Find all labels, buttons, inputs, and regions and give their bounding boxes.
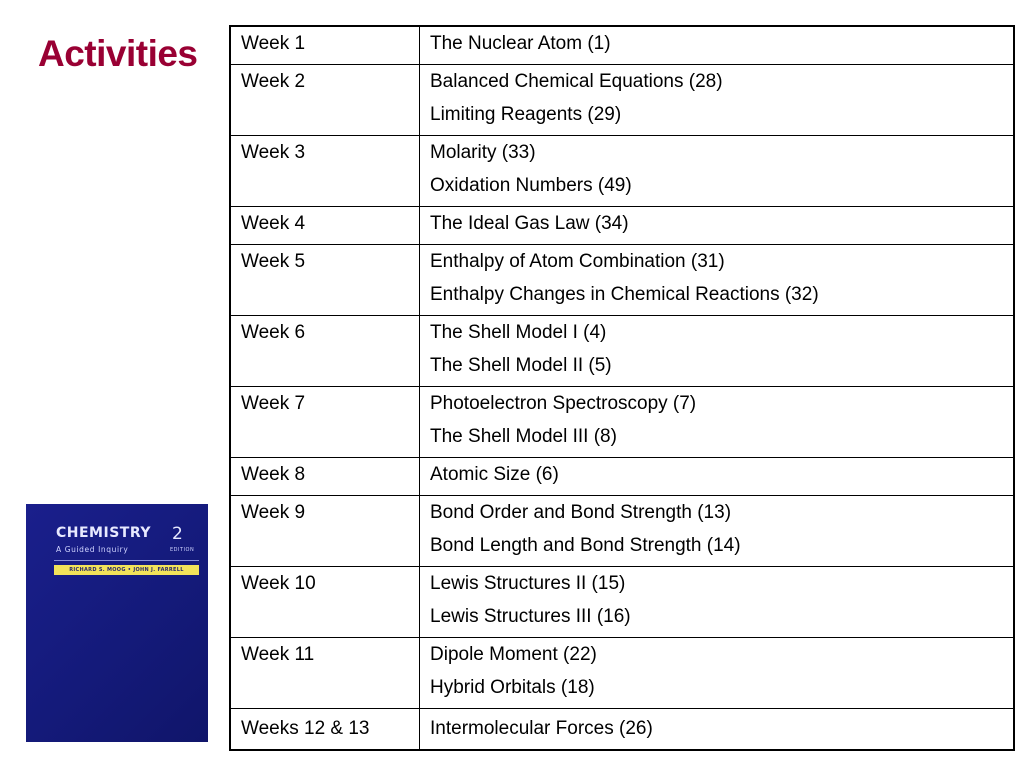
activity-item: Photoelectron Spectroscopy (7) (430, 393, 697, 414)
activity-cell (420, 458, 1015, 496)
week-cell (230, 245, 420, 316)
activity-item: Lewis Structures III (16) (430, 606, 631, 627)
table-row (230, 567, 1014, 638)
activity-item: The Shell Model II (5) (430, 355, 612, 376)
activity-cell (420, 207, 1015, 245)
book-divider (54, 560, 199, 561)
activities-schedule-table (229, 25, 1015, 751)
activity-item: Limiting Reagents (29) (430, 104, 622, 125)
activity-cell (420, 496, 1015, 567)
week-label: Week 10 (241, 573, 316, 594)
activity-cell (420, 245, 1015, 316)
activity-item: Balanced Chemical Equations (28) (430, 71, 723, 92)
activity-item: Dipole Moment (22) (430, 644, 597, 665)
week-label: Weeks 12 & 13 (241, 718, 370, 739)
book-authors-band: RICHARD S. MOOG • JOHN J. FARRELL (54, 565, 199, 575)
week-cell (230, 496, 420, 567)
activity-cell (420, 65, 1015, 136)
activity-item: The Shell Model I (4) (430, 322, 607, 343)
week-cell (230, 65, 420, 136)
week-label: Week 6 (241, 322, 306, 343)
activity-item: Molarity (33) (430, 142, 536, 163)
table-row (230, 245, 1014, 316)
week-label: Week 9 (241, 502, 306, 523)
activity-item: Bond Length and Bond Strength (14) (430, 535, 741, 556)
week-cell (230, 458, 420, 496)
table-row (230, 136, 1014, 207)
table-row (230, 316, 1014, 387)
activity-item: Atomic Size (6) (430, 464, 559, 485)
activity-item: Hybrid Orbitals (18) (430, 677, 595, 698)
book-subtitle: A Guided Inquiry (56, 545, 129, 554)
table-row (230, 638, 1014, 709)
activity-cell (420, 136, 1015, 207)
activity-item: Bond Order and Bond Strength (13) (430, 502, 732, 523)
activity-cell (420, 709, 1015, 751)
week-label: Week 7 (241, 393, 306, 414)
week-cell (230, 567, 420, 638)
week-label: Week 3 (241, 142, 306, 163)
activity-cell (420, 26, 1015, 65)
activity-cell (420, 316, 1015, 387)
book-edition-number: 2 (172, 524, 183, 544)
week-cell (230, 316, 420, 387)
week-label: Week 4 (241, 213, 306, 234)
week-cell (230, 638, 420, 709)
week-cell (230, 387, 420, 458)
week-cell (230, 136, 420, 207)
book-title: CHEMISTRY (56, 525, 151, 541)
week-label: Week 5 (241, 251, 306, 272)
table-row (230, 458, 1014, 496)
slide-title: Activities (38, 33, 198, 74)
book-cover-image (26, 504, 208, 742)
table-row (230, 496, 1014, 567)
week-label: Week 8 (241, 464, 306, 485)
activity-cell (420, 567, 1015, 638)
table-row (230, 387, 1014, 458)
table-row (230, 709, 1014, 751)
activity-item: The Ideal Gas Law (34) (430, 213, 629, 234)
activity-cell (420, 638, 1015, 709)
activity-cell (420, 387, 1015, 458)
week-cell (230, 709, 420, 751)
activity-item: Lewis Structures II (15) (430, 573, 626, 594)
week-label: Week 2 (241, 71, 306, 92)
activity-item: Oxidation Numbers (49) (430, 175, 632, 196)
activity-item: The Shell Model III (8) (430, 426, 617, 447)
activity-item: Enthalpy of Atom Combination (31) (430, 251, 725, 272)
week-cell (230, 26, 420, 65)
table-row (230, 26, 1014, 65)
week-label: Week 11 (241, 644, 315, 665)
table-row (230, 65, 1014, 136)
table-row (230, 207, 1014, 245)
week-cell (230, 207, 420, 245)
schedule-table-body (230, 26, 1014, 750)
week-label: Week 1 (241, 33, 306, 54)
activity-item: Intermolecular Forces (26) (430, 718, 653, 739)
activity-item: The Nuclear Atom (1) (430, 33, 611, 54)
book-edition-word: EDITION (170, 547, 195, 553)
activity-item: Enthalpy Changes in Chemical Reactions (32) (430, 284, 819, 305)
